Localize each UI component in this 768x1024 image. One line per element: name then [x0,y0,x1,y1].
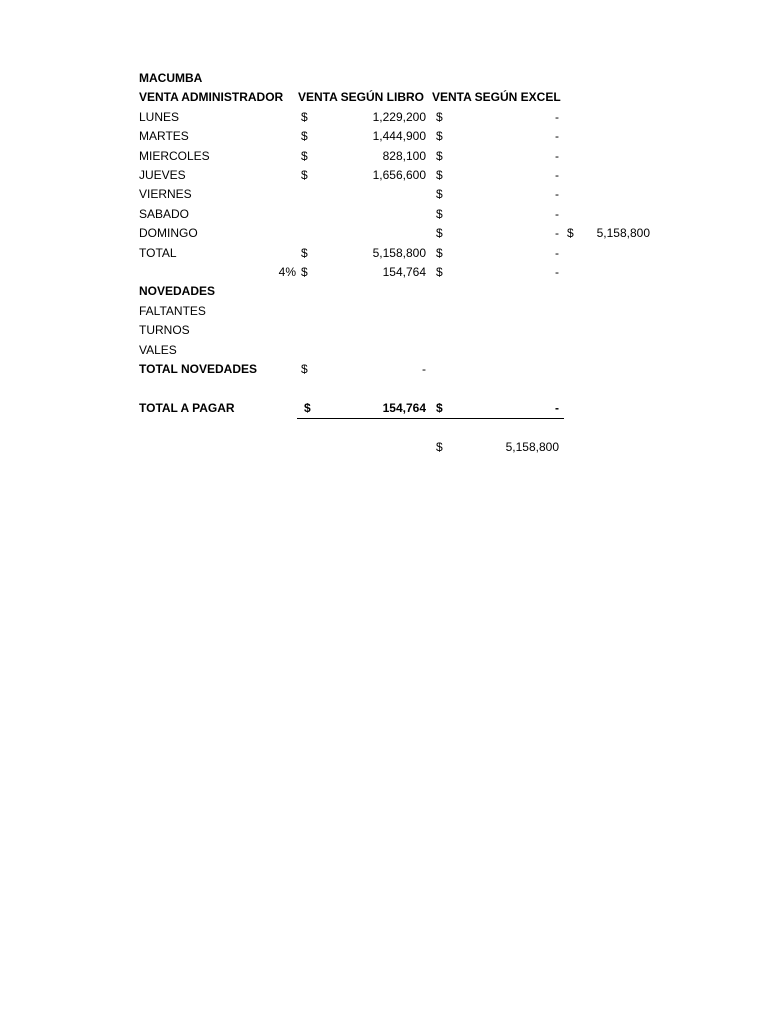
currency-symbol: $ [301,265,308,279]
excel-value: - [555,187,559,202]
total-a-pagar-row [0,399,768,418]
libro-value: 1,229,200 [372,109,426,124]
day-row-domingo [0,224,768,243]
commission-percent: 4% [278,265,296,279]
total-novedades-row [0,360,768,379]
currency-symbol: $ [436,400,443,415]
currency-symbol: $ [436,129,443,144]
grand-total-value: 5,158,800 [505,439,559,454]
currency-symbol: $ [436,168,443,182]
total-a-pagar-excel-value: - [555,400,559,415]
total-a-pagar-libro-value: 154,764 [382,400,426,415]
currency-symbol: $ [301,168,308,182]
header-venta-excel: VENTA SEGÚN EXCEL [432,90,561,105]
grand-total-row [0,438,768,457]
day-row-lunes [0,108,768,127]
currency-symbol: $ [301,109,308,124]
currency-symbol: $ [301,129,308,144]
currency-symbol: $ [436,245,443,260]
day-label: DOMINGO [139,226,198,241]
total-a-pagar-underline [297,418,564,419]
novedades-item-label: VALES [139,342,177,357]
commission-row [0,263,768,282]
excel-value: - [555,168,559,182]
header-venta-administrador: VENTA ADMINISTRADOR [139,90,284,105]
header-row [0,88,768,107]
day-label: LUNES [139,109,180,124]
day-label: MARTES [139,129,189,144]
day-label: MIERCOLES [139,148,210,163]
libro-value: 828,100 [382,148,426,163]
novedades-title: NOVEDADES [139,284,216,299]
currency-symbol: $ [436,109,443,124]
commission-libro-value: 154,764 [382,265,426,279]
day-label: JUEVES [139,168,186,182]
total-a-pagar-label: TOTAL A PAGAR [139,400,235,415]
total-label: TOTAL [139,245,177,260]
header-venta-libro: VENTA SEGÚN LIBRO [298,90,425,105]
total-excel-value: - [555,245,559,260]
side-total-value: 5,158,800 [596,226,650,241]
currency-symbol: $ [436,226,443,241]
day-label: SABADO [139,206,190,221]
total-row [0,244,768,263]
libro-value: 1,444,900 [372,129,426,144]
currency-symbol: $ [304,400,311,415]
total-novedades-value: - [422,362,426,376]
commission-excel-value: - [555,265,559,279]
total-libro-value: 5,158,800 [372,245,426,260]
currency-symbol: $ [301,245,308,260]
day-row-viernes [0,185,768,204]
excel-value: - [555,148,559,163]
excel-value: - [555,206,559,221]
novedades-item-label: FALTANTES [139,303,206,318]
excel-value: - [555,109,559,124]
currency-symbol: $ [436,148,443,163]
currency-symbol: $ [301,148,308,163]
novedades-item-label: TURNOS [139,323,190,338]
currency-symbol: $ [436,265,443,279]
company-row [0,69,768,88]
currency-symbol: $ [436,439,443,454]
currency-symbol: $ [436,206,443,221]
day-row-sabado [0,205,768,224]
novedades-item-faltantes [0,302,768,321]
libro-value: 1,656,600 [372,168,426,182]
novedades-item-vales [0,341,768,360]
day-row-martes [0,127,768,146]
excel-value: - [555,226,559,241]
company-name: MACUMBA [139,71,203,85]
day-row-miercoles [0,147,768,166]
currency-symbol: $ [301,362,308,376]
novedades-item-turnos [0,321,768,340]
excel-value: - [555,129,559,144]
total-novedades-label: TOTAL NOVEDADES [139,362,258,376]
day-row-jueves [0,166,768,185]
novedades-title-row [0,282,768,301]
day-label: VIERNES [139,187,192,202]
currency-symbol: $ [567,226,574,241]
currency-symbol: $ [436,187,443,202]
